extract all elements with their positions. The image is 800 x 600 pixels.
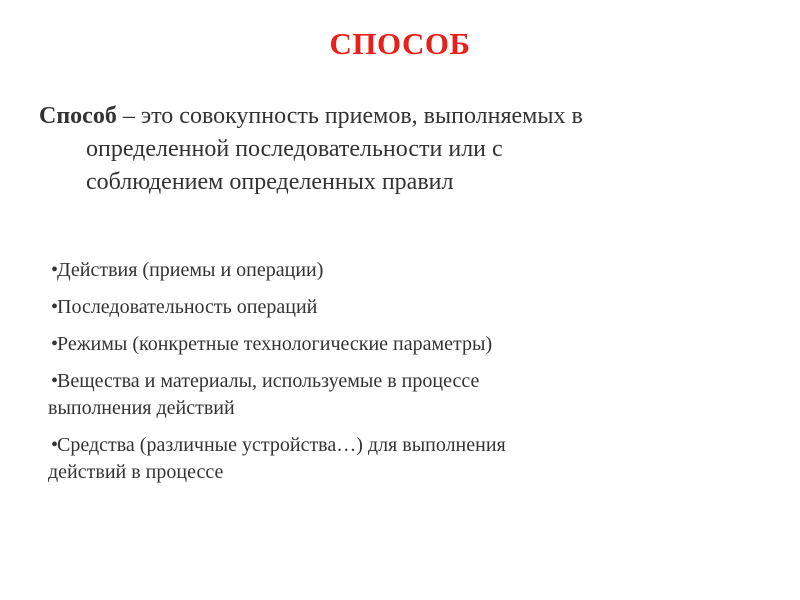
bullet-text: Средства (различные устройства…) для выполнения <box>57 434 506 456</box>
bullet-item <box>48 257 768 284</box>
bullet-dot-icon: • <box>51 296 59 318</box>
definition-line-1-rest: – это совокупность приемов, выполняемых в <box>116 103 583 129</box>
bullet-list <box>48 257 768 496</box>
bullet-text: Режимы (конкретные технологические параметры) <box>57 333 493 355</box>
bullet-dot-icon: • <box>51 370 59 392</box>
bullet-text-continuation: выполнения действий <box>48 397 235 419</box>
bullet-text-continuation: действий в процессе <box>48 461 224 483</box>
definition-term: Способ <box>39 103 117 129</box>
bullet-text: Последовательность операций <box>57 296 318 318</box>
bullet-text: Действия (приемы и операции) <box>57 259 324 281</box>
definition-line-2: определенной последовательности или с <box>86 136 503 162</box>
bullet-item <box>48 368 768 422</box>
definition-line-3: соблюдением определенных правил <box>86 169 454 195</box>
bullet-dot-icon: • <box>51 333 59 355</box>
bullet-dot-icon: • <box>51 259 59 281</box>
definition-line-1 <box>39 100 769 133</box>
slide-title: СПОСОБ <box>329 26 471 61</box>
definition-paragraph <box>39 100 769 199</box>
bullet-item <box>48 331 768 358</box>
bullet-text: Вещества и материалы, используемые в процессе <box>57 370 480 392</box>
bullet-item <box>48 432 768 486</box>
bullet-item <box>48 294 768 321</box>
bullet-dot-icon: • <box>51 434 59 456</box>
